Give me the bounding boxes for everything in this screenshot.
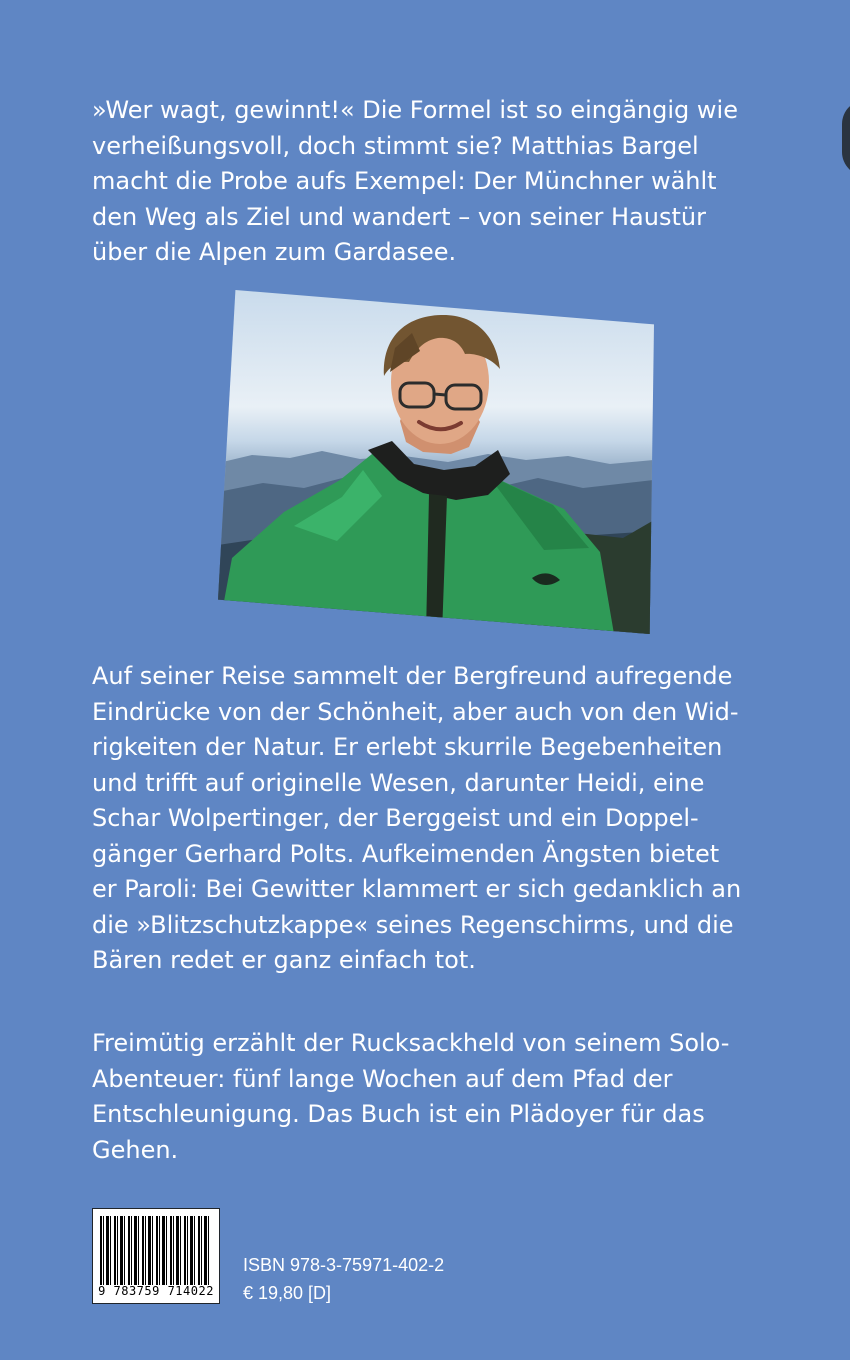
text-line: Bären redet er ganz einfach tot. bbox=[92, 946, 476, 974]
isbn-text: ISBN 978-3-75971-402-2 bbox=[243, 1255, 445, 1275]
text-line: den Weg als Ziel und wandert – von seiner Haustür bbox=[92, 202, 706, 231]
barcode-bars bbox=[100, 1216, 212, 1285]
spine-edge-shadow bbox=[842, 100, 850, 176]
text-line: »Wer wagt, gewinnt!« Die Formel ist so eingängig wie bbox=[92, 96, 738, 124]
barcode-digits: 9 783759 714022 bbox=[98, 1284, 214, 1298]
text-line: rigkeiten der Natur. Er erlebt skurrile Begebenheiten bbox=[92, 733, 723, 761]
text-line: Auf seiner Reise sammelt der Bergfreund aufregende bbox=[92, 662, 733, 690]
closing-paragraph bbox=[92, 1026, 752, 1168]
text-line: Schar Wolpertinger, der Berggeist und ein Doppel- bbox=[92, 804, 699, 832]
text-line: die »Blitzschutzkappe« seines Regenschirms, und die bbox=[92, 910, 734, 939]
text-line: macht die Probe aufs Exempel: Der Münchner wählt bbox=[92, 167, 717, 195]
text-line: er Paroli: Bei Gewitter klammert er sich gedanklich an bbox=[92, 875, 742, 903]
text-line: Entschleunigung. Das Buch ist ein Plädoyer für das bbox=[92, 1100, 705, 1128]
journey-paragraph bbox=[92, 659, 752, 979]
text-line: gänger Gerhard Polts. Aufkeimenden Ängsten bietet bbox=[92, 839, 720, 868]
price-text: € 19,80 [D] bbox=[243, 1283, 332, 1303]
intro-paragraph bbox=[92, 93, 752, 271]
isbn-barcode bbox=[92, 1208, 220, 1304]
author-photo bbox=[218, 290, 654, 634]
text-line: über die Alpen zum Gardasee. bbox=[92, 238, 457, 266]
author-photo-illustration bbox=[218, 290, 654, 634]
text-line: Eindrücke von der Schönheit, aber auch von den Wid- bbox=[92, 697, 739, 726]
text-line: Abenteuer: fünf lange Wochen auf dem Pfad der bbox=[92, 1064, 673, 1093]
text-line: Gehen. bbox=[92, 1135, 179, 1164]
text-line: und trifft auf originelle Wesen, darunter Heidi, eine bbox=[92, 768, 705, 797]
text-line: Freimütig erzählt der Rucksackheld von seinem Solo- bbox=[92, 1029, 730, 1057]
text-line: verheißungsvoll, doch stimmt sie? Matthias Bargel bbox=[92, 131, 699, 160]
